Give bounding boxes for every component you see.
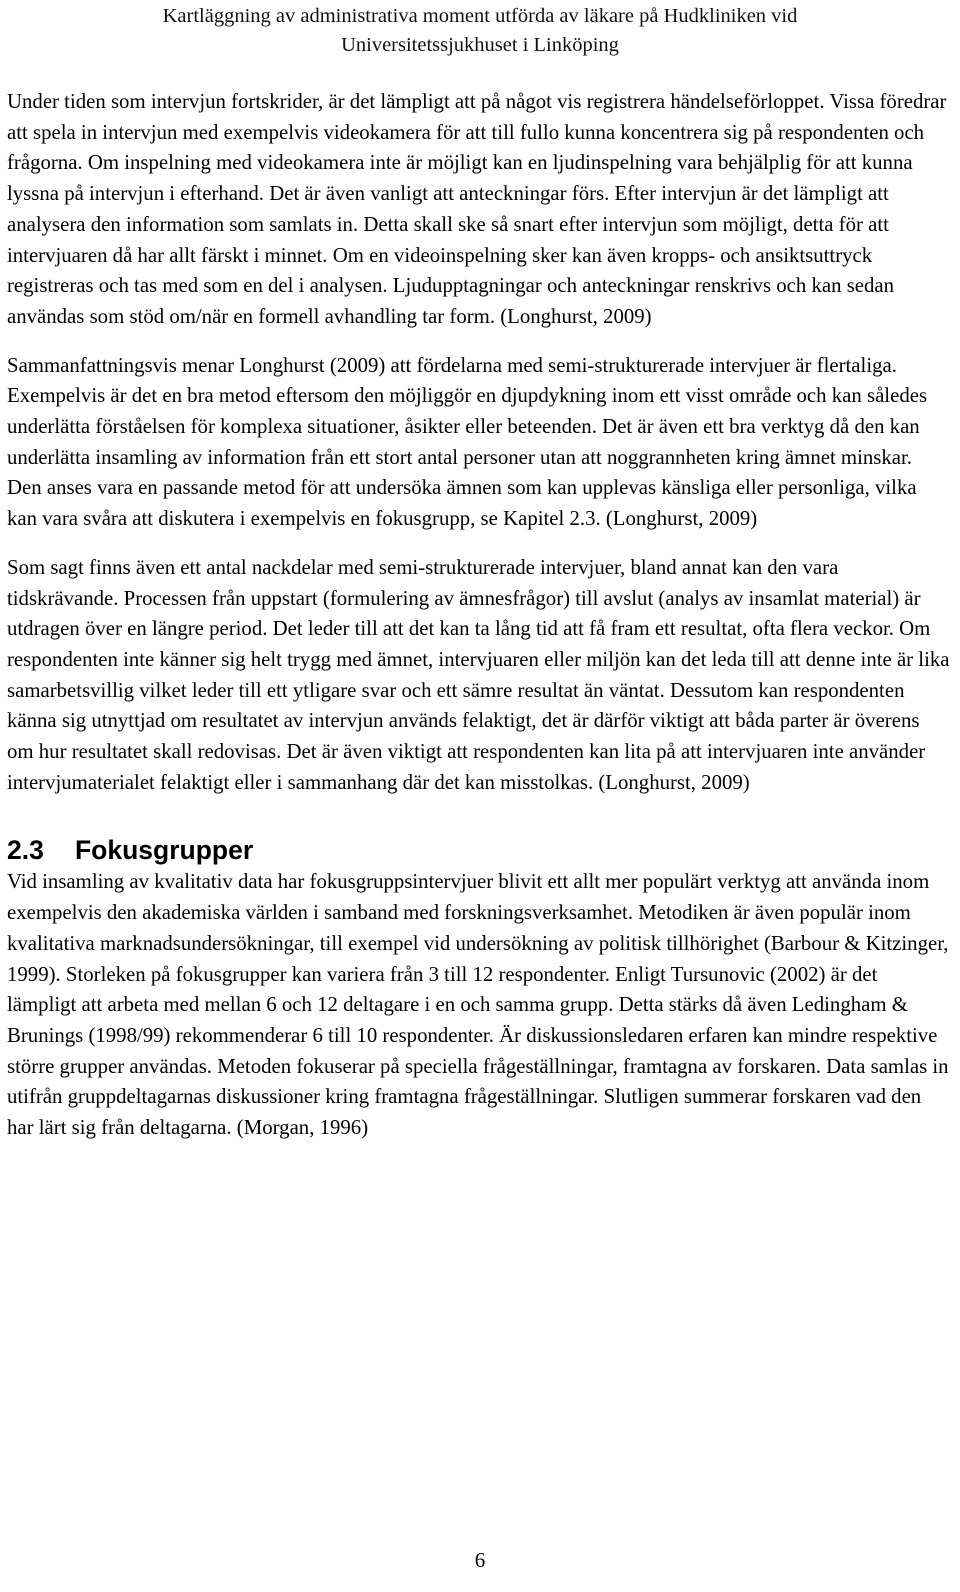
paragraph-semi-structured-disadvantages: Som sagt finns även ett antal nackdelar med semi-strukturerade intervjuer, bland annat kan den vara tidskrävande. Processen från uppstart (formulering av ämnesfrågor) till avslut (analys av insamlat material) är utdragen över en längre period. Det leder till att det kan ta lång tid att få fram ett resultat, ofta flera veckor. Om respondenten inte känner sig helt trygg med ämnet, intervjuaren eller miljön kan det leda till att denne inte är lika samarbetsvillig vilket leder till ett ytligare svar och ett sämre resultat än väntat. Dessutom kan respondenten känna sig utnyttjad om resultatet av intervjun används felaktigt, det är därför viktigt att båda parter är överens om hur resultatet skall redovisas. Det är även viktigt att respondenten kan lita på att intervjuaren inte använder intervjumaterialet felaktigt eller i sammanhang där det kan misstolkas. (Longhurst, 2009)	[7, 555, 950, 794]
page-number: 6	[474, 1548, 486, 1572]
section-number: 2.3	[7, 835, 44, 866]
header-title-line-1: Kartläggning av administrativa moment utförda av läkare på Hudkliniken vid	[162, 5, 798, 27]
page-header	[0, 2, 960, 60]
document-body	[7, 87, 951, 1144]
paragraph-focus-groups: Vid insamling av kvalitativ data har fokusgruppsintervjuer blivit ett allt mer populärt verktyg att använda inom exempelvis den akademiska världen i samband med forskningsverksamhet. Metodiken är även populär inom kvalitativa marknadsundersökningar, till exempel vid undersökning av politisk tillhörighet (Barbour & Kitzinger, 1999). Storleken på fokusgrupper kan variera från 3 till 12 respondenter. Enligt Tursunovic (2002) är det lämpligt att arbeta med mellan 6 och 12 deltagare i en och samma grupp. Detta stärks då även Ledingham & Brunings (1998/99) rekommenderar 6 till 10 respondenter. Är diskussionsledaren erfaren kan mindre respektive större grupper användas. Metoden fokuserar på speciella frågeställningar, framtagna av forskaren. Data samlas in utifrån gruppdeltagarnas diskussioner kring framtagna frågeställningar. Slutligen summerar forskaren vad den har lärt sig från deltagarna. (Morgan, 1996)	[7, 870, 949, 1140]
paragraph-semi-structured-advantages: Sammanfattningsvis menar Longhurst (2009) att fördelarna med semi-strukturerade intervjuer är flertaliga. Exempelvis är det en bra metod eftersom den möjliggör en djupdykning inom ett visst område och kan således underlätta förståelsen för komplexa situationer, åsikter eller beteenden. Det är även ett bra verktyg då den kan underlätta insamling av information från ett stort antal personer utan att noggrannheten kring ämnet minskar. Den anses vara en passande metod för att undersöka ämnen som kan upplevas känsliga eller personliga, vilka kan vara svåra att diskutera i exempelvis en fokusgrupp, se Kapitel 2.3. (Longhurst, 2009)	[7, 353, 928, 531]
section-heading	[7, 833, 951, 867]
paragraph-interview-registration: Under tiden som intervjun fortskrider, är det lämpligt att på något vis registrera händelseförloppet. Vissa föredrar att spela in intervjun med exempelvis videokamera för att till fullo kunna koncentrera sig på respondenten och frågorna. Om inspelning med videokamera inte är möjligt kan en ljudinspelning vara behjälplig för att kunna lyssna på intervjun i efterhand. Det är även vanligt att anteckningar förs. Efter intervjun är det lämpligt att analysera den information som samlats in. Detta skall ske så snart efter intervjun som möjligt, detta för att intervjuaren då har allt färskt i minnet. Om en videoinspelning sker kan även kropps- och ansiktsuttryck registreras och tas med som en del i analysen. Ljudupptagningar och anteckningar renskrivs och kan sedan användas som stöd om/när en formell avhandling tar form. (Longhurst, 2009)	[7, 90, 947, 328]
header-title-line-2: Universitetssjukhuset i Linköping	[341, 34, 619, 56]
section-title: Fokusgrupper	[75, 835, 254, 866]
